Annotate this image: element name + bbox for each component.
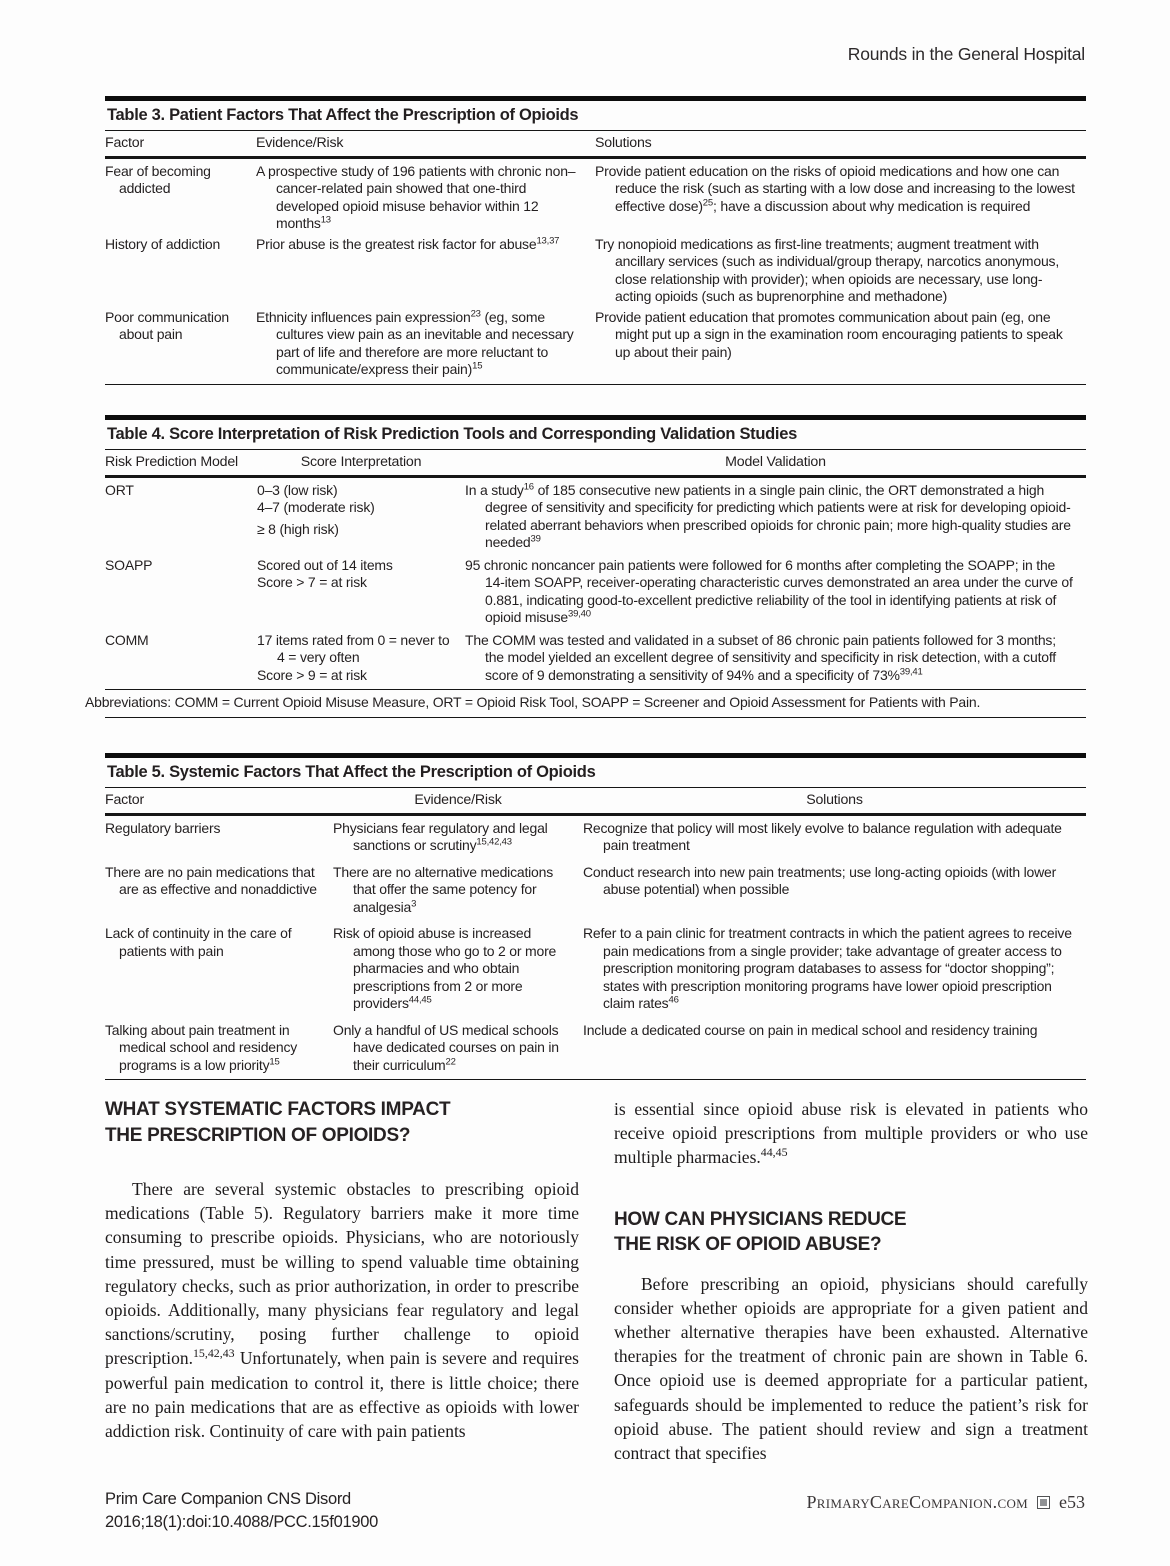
cell-evidence: Only a handful of US medical schools have dedicated courses on pain in their curriculum$^{22}$ [333,1021,559,1073]
cell-factor: Talking about pain treatment in medical school and residency programs is a low priority$^{15}$ [105,1021,298,1073]
table-4-title: Table 4. Score Interpretation of Risk Prediction Tools and Corresponding Validation Studies [107,425,797,443]
body-paragraph-continuation: is essential since opioid abuse risk is elevated in patients who receive opioid prescriptions from multiple providers or who use multiple pharmacies.$^{44,45}$ [614,1099,1088,1168]
cell-solutions: Refer to a pain clinic for treatment contracts in which the patient agrees to receive pain medications from a single provider; take advantage of greater access to prescription monitoring program databases to assess for “doctor shopping”; states with prescription monitoring programs have lower opioid prescription claim rates$^{46}$ [583,925,1072,1012]
cell-validation: 95 chronic noncancer pain patients were followed for 6 months after completing the SOAPP; in the 14-item SOAPP, receiver-operating characteristic curves demonstrated an area under the curve of 0.881, indicating good-to-excellent predictive reliability of the tool in identifying patients at risk of opioid misuse$^{39,40}$ [465,556,1073,626]
section-heading-reduce-risk: HOW CAN PHYSICIANS REDUCE THE RISK OF OPIOID ABUSE? [614,1208,907,1256]
footer-citation: 2016;18(1):doi:10.4088/PCC.15f01900 [105,1513,378,1531]
table-row [105,236,1086,306]
cell-solutions: Provide patient education on the risks of opioid medications and how one can reduce the risk (such as starting with a low dose and increasing to the lowest effective dose)$^{25}$; have a discussion about why medication is required [595,162,1075,214]
table-row [105,632,1086,685]
cell-evidence: A prospective study of 196 patients with chronic non–cancer-related pain showed that one-third developed opioid misuse behavior within 12 months$^{13}$ [256,162,576,232]
rule [105,1079,1086,1080]
table-row [105,482,1086,552]
cell-validation: In a study$^{16}$ of 185 consecutive new patients in a single pain clinic, the ORT demonstrated a high degree of sensitivity and specificity for predicting which patients were at risk for developing opioid-related aberrant behaviors when prescribed opioids for chronic pain; more high-quality studies are needed$^{39}$ [465,480,1071,551]
table-4-header-row [105,450,1086,475]
cell-factor: Poor communication about pain [105,308,230,343]
footer-journal-name: Prim Care Companion CNS Disord [105,1490,351,1508]
column-header-evidence: Evidence/Risk [256,135,344,152]
column-header-evidence: Evidence/Risk [414,792,502,809]
column-header-factor: Factor [105,135,145,152]
table-row [105,864,1086,917]
table-5-title: Table 5. Systemic Factors That Affect the Prescription of Opioids [107,763,596,781]
cell-factor: Fear of becoming addicted [105,162,211,197]
cell-score [257,557,465,627]
cell-solutions: Provide patient education that promotes communication about pain (eg, one might put up a sign in the examination room encouraging patients to speak up about their pain) [595,308,1063,360]
table-3-title: Table 3. Patient Factors That Affect the Prescription of Opioids [107,106,579,124]
running-head: Rounds in the General Hospital [847,44,1085,64]
footer-site-name: PrimaryCareCompanion.com [806,1492,1028,1512]
table-4 [85,415,1086,718]
cell-model: SOAPP [105,556,153,573]
cell-evidence: There are no alternative medications that offer the same potency for analgesia$^3$ [333,863,554,915]
cell-evidence: Physicians fear regulatory and legal sanctions or scrutiny$^{15,42,43}$ [333,819,548,854]
table-5 [105,753,1086,1080]
body-paragraph: There are several systemic obstacles to prescribing opioid medications (Table 5). Regulatory barriers make it more time consuming to prescribe opioids. Physicians, who are notoriously time pressured, must be willing to spend valuable time obtaining regulatory checks, such as prior authorization, in order to prescribe opioids. Additionally, many physicians fear regulatory and legal sanctions/scrutiny, posing further challenge to opioid prescription.$^{15,42,43}$ Unfortunately, when pain is severe and requires powerful pain medication to control it, there is little choice; there are no pain medications that are as effective as opioids with lower addiction risk. Continuity of care with pain patients [105,1179,579,1442]
cell-model: COMM [105,631,149,648]
cell-score [257,482,465,552]
cell-solutions: Try nonopioid medications as first-line treatments; augment treatment with ancillary services (such as individual/group therapy, narcotics anonymous, close relationship with provider); when opioids are necessary, use long-acting opioids (such as buprenorphine and methadone) [595,235,1060,305]
section-heading-systematic-factors: WHAT SYSTEMATIC FACTORS IMPACT THE PRESCRIPTION OF OPIOIDS? [105,1099,451,1146]
column-header-solutions: Solutions [806,792,863,809]
cell-solutions: Include a dedicated course on pain in medical school and residency training [583,1021,1038,1038]
table-row [105,1022,1086,1075]
column-header-solutions: Solutions [595,135,652,152]
footer-site-info [807,1492,1086,1513]
score-line: ≥ 8 (high risk) [257,520,339,537]
table-row [105,557,1086,627]
table-5-header-row [105,788,1086,813]
score-line: Score > 7 = at risk [257,574,367,591]
page-number: e53 [1059,1492,1085,1512]
cell-factor: There are no pain medications that are as effective and nonaddictive [105,863,317,898]
table-3-header-row [105,131,1086,156]
column-header-factor: Factor [105,792,145,809]
footer-journal-info [105,1488,378,1534]
score-line: 17 items rated from 0 = never to 4 = very often [257,631,450,666]
rule [105,717,1086,718]
table-row [105,925,1086,1013]
column-header-score: Score Interpretation [300,454,422,471]
table-row [105,163,1086,233]
cell-score [257,632,465,685]
table-row [105,309,1086,379]
body-paragraph: Before prescribing an opioid, physicians should carefully consider whether opioids are appropriate for a given patient and whether alternative therapies have been exhausted. Alternative therapies for the treatment of chronic pain are shown in Table 6. Once opioid use is deemed appropriate for a particular patient, safeguards should be implemented to reduce the patient’s risk for opioid abuse. The patient should review and sign a treatment contract that specifies [614,1273,1088,1464]
cell-factor: History of addiction [105,235,221,252]
right-text-column [614,1097,1088,1465]
cell-evidence: Risk of opioid abuse is increased among those who go to 2 or more pharmacies and who obtain prescriptions from 2 or more providers$^{44,45}$ [333,925,557,1012]
cell-factor: Regulatory barriers [105,819,221,836]
cell-solutions: Conduct research into new pain treatments; use long-acting opioids (with lower abuse potential) when possible [583,863,1057,898]
column-header-validation: Model Validation [725,454,826,471]
table-row [105,820,1086,855]
score-line: 4–7 (moderate risk) [257,499,375,516]
cell-evidence: Ethnicity influences pain expression$^{23}$ (eg, some cultures view pain as an inevitable and necessary part of life and therefore are more reluctant to communicate/express their pain)$^{15}$ [256,307,574,378]
cell-factor: Lack of continuity in the care of patients with pain [105,925,292,959]
table-3 [105,96,1086,385]
cell-evidence: Prior abuse is the greatest risk factor for abuse$^{13,37}$ [256,234,560,252]
score-line: Scored out of 14 items [257,556,393,573]
left-text-column [105,1097,579,1443]
cell-model: ORT [105,481,134,498]
rule [105,384,1086,385]
score-line: 0–3 (low risk) [257,481,338,498]
journal-square-icon [1037,1496,1050,1509]
cell-solutions: Recognize that policy will most likely evolve to balance regulation with adequate pain treatment [583,819,1062,854]
score-line: Score > 9 = at risk [257,666,367,683]
table-4-footnote: Abbreviations: COMM = Current Opioid Misuse Measure, ORT = Opioid Risk Tool, SOAPP = Screener and Opioid Assessment for Patients with Pain. [85,694,981,711]
cell-validation: The COMM was tested and validated in a subset of 86 chronic pain patients followed for 3 months; the model yielded an excellent degree of sensitivity and specificity in risk detection, with a cutoff score of 9 demonstrating a sensitivity of 94% and a specificity of 73%$^{39,41}$ [465,631,1056,683]
column-header-model: Risk Prediction Model [105,454,238,471]
